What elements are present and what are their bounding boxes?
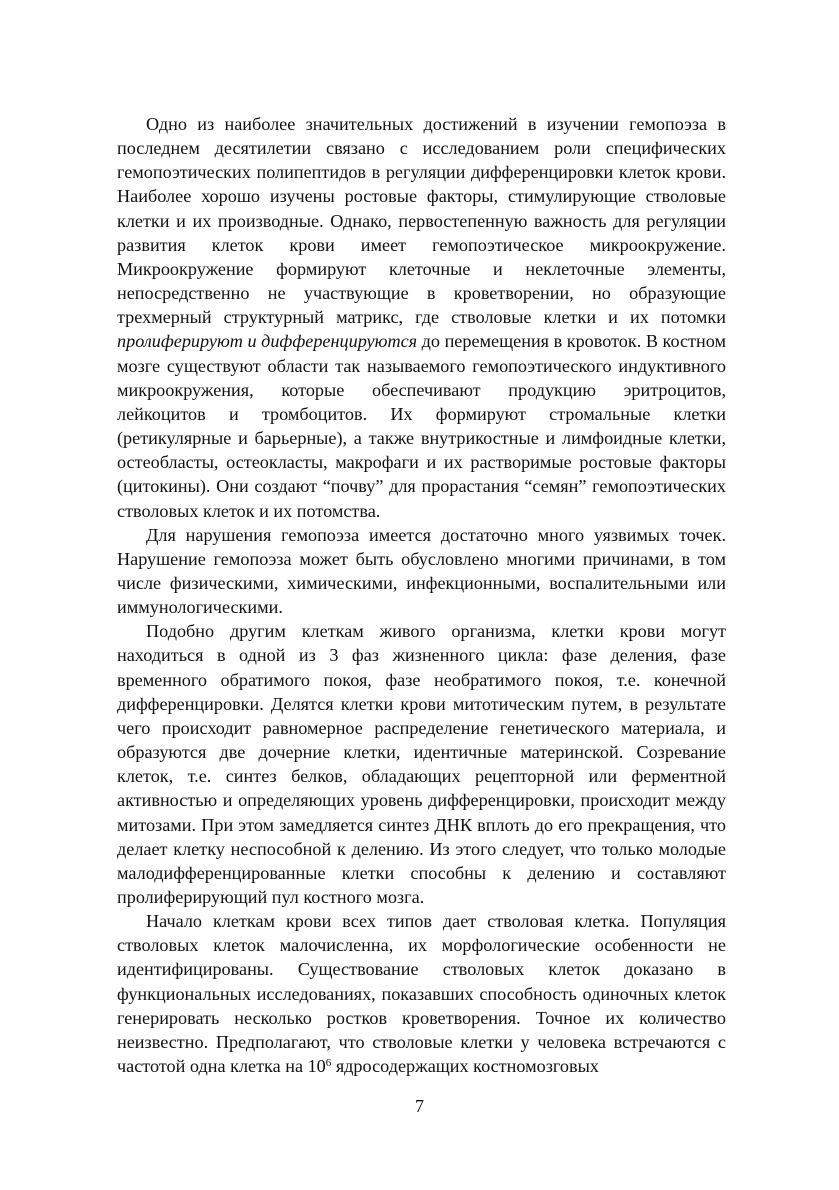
paragraph-cell-cycle: Подобно другим клеткам живого организма, клетки крови могут находиться в одной из 3 фаз жизненного цикла: фазе деления, фазе временного обратимого покоя, фазе необратимого покоя, т.е. конечной дифференцировки. Делятся клетки крови митотическим путем, в результате чего происходит равномерное распределение генетического материала, и образуются две дочерние клетки, идентичные материнской. Созревание клеток, т.е. синтез белков, обладающих рецепторной или ферментной активностью и определяющих уровень дифференцировки, происходит между митозами. При этом замедляется синтез ДНК вплоть до его прекращения, что делает клетку неспособной к делению. Из этого следует, что только молодые малодифференцированные клетки способны к делению и составляют пролиферирующий пул костного мозга. [117, 621, 726, 907]
paragraph-hematopoiesis-disorders: Для нарушения гемопоэза имеется достаточно много уязвимых точек. Нарушение гемопоэза может быть обусловлено многими причинами, в том числе физическими, химическими, инфекционными, воспалительными или иммунологическими. [117, 524, 726, 618]
paragraph-text: ядросодержащих костномозговых [331, 1056, 599, 1077]
paragraph-hematopoiesis-microenvironment [117, 112, 726, 523]
paragraph-text: до перемещения в кровоток. В костном мозге существуют области так называемого гемопоэтического индуктивного микроокружения, которые обеспечивают продукцию эритроцитов, лейкоцитов и тромбоцитов. Их формируют стромальные клетки (ретикулярные и барьерные), а также внутрикостные и лимфоидные клетки, остеобласты, остеокласты, макрофаги и их растворимые ростовые факторы (цитокины). Они создают “почву” для прорастания “семян” гемопоэтических стволовых клеток и их потомства. [117, 331, 726, 521]
page-number: 7 [415, 1096, 424, 1116]
paragraph-text: Начало клеткам крови всех типов дает стволовая клетка. Популяция стволовых клеток малочисленна, их морфологические особенности не идентифицированы. Существование стволовых клеток доказано в функциональных исследованиях, показавших способность одиночных клеток генерировать несколько ростков кроветворения. Точное их количество неизвестно. Предполагают, что стволовые клетки у человека встречаются с частотой одна клетка на 10 [117, 911, 726, 1077]
superscript-exponent: 6 [325, 1057, 332, 1070]
paragraph-stem-cell [117, 909, 726, 1078]
page-body [117, 112, 726, 1078]
italic-phrase: пролиферируют и дифференцируются [117, 331, 418, 352]
paragraph-text: Одно из наиболее значительных достижений в изучении гемопоэза в последнем десятилетии связано с исследованием роли специфических гемопоэтических полипептидов в регуляции дифференцировки клеток крови. Наиболее хорошо изучены ростовые факторы, стимулирующие стволовые клетки и их производные. Однако, первостепенную важность для регуляции развития клеток крови имеет гемопоэтическое микроокружение. Микроокружение формируют клеточные и неклеточные элементы, непосредственно не участвующие в кроветворении, но образующие трехмерный структурный матрикс, где стволовые клетки и их потомки [117, 114, 726, 328]
